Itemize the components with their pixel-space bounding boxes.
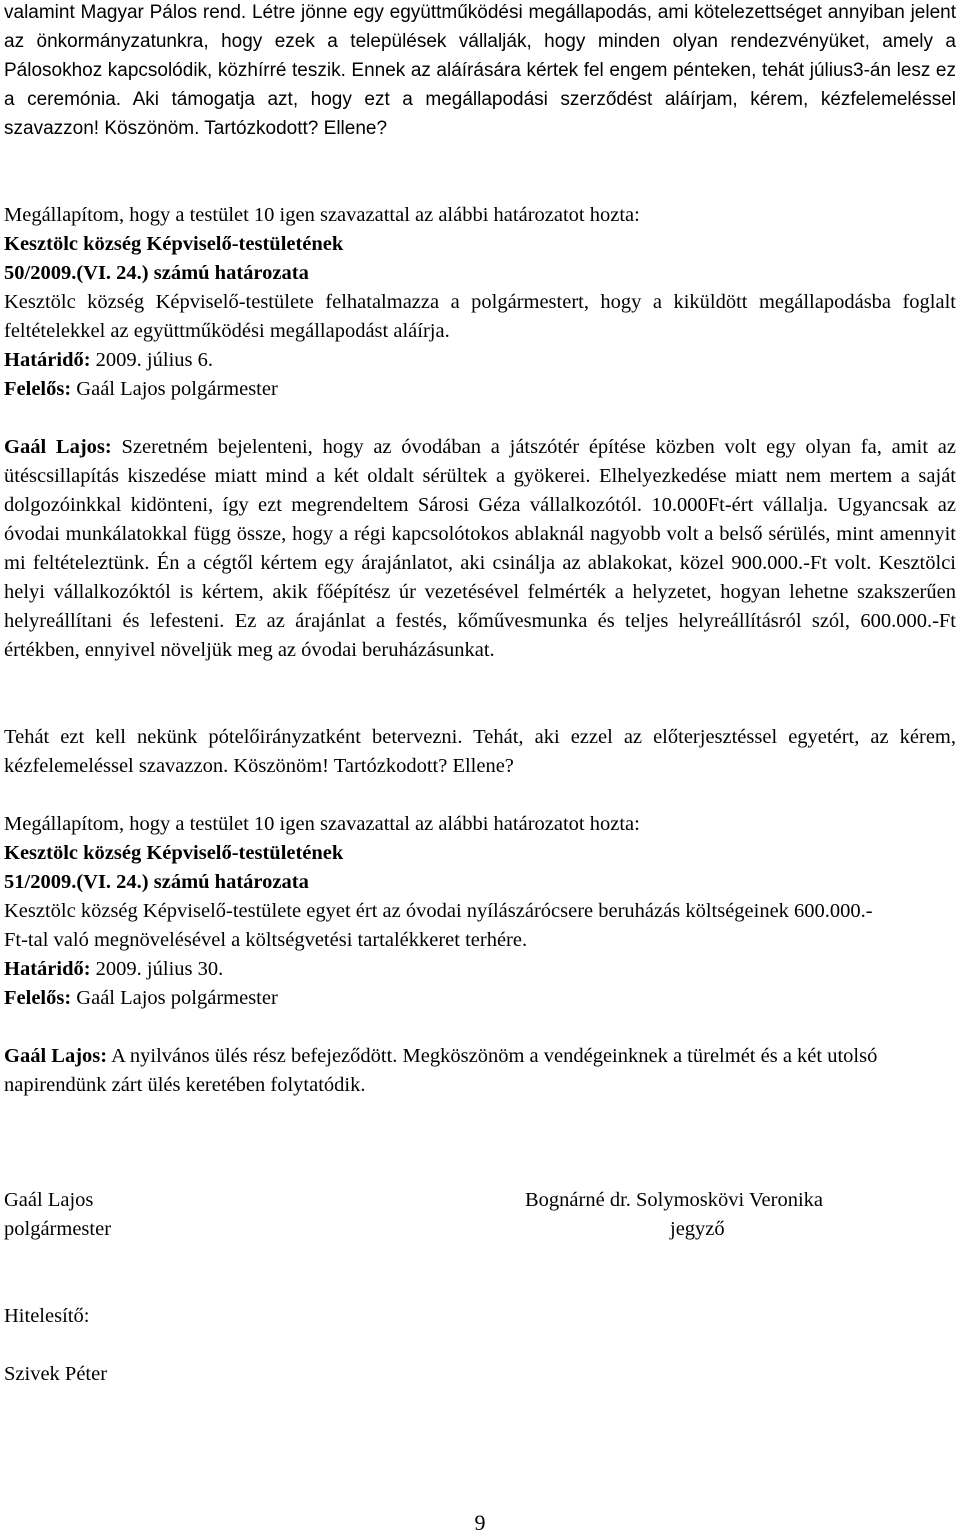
speaker-name: Gaál Lajos: [4, 1045, 108, 1067]
mayor-title: polgármester [4, 1218, 112, 1240]
resolution-50-responsible [4, 375, 956, 404]
responsible-label: Felelős: [4, 378, 72, 400]
notary-name: Bognárné dr. Solymoskövi Veronika [525, 1189, 823, 1211]
body-title: Kesztölc község Képviselő-testületének [4, 233, 344, 255]
paragraph-pálos-agreement [4, 0, 956, 143]
resolution-51-text: Kesztölc község Képviselő-testülete egyet ért az óvodai nyílászárócsere beruházás költségeinek 600.000.-Ft-tal való megnövelésével a költségvetési tartalékkeret terhére. [4, 900, 873, 951]
deadline-label: Határidő: [4, 958, 91, 980]
speech-text: Szeretném bejelenteni, hogy az óvodában a játszótér építése közben volt egy olyan fa, amit az ütéscsillapítás kiszedése miatt mind a két oldalt sérültek a gyökerei. Elhelyezkedése miatt nem mertem a saját dolgozóinkkal kidönteni, így ezt megrendeltem Sárosi Géza vállalkozótól. 10.000Ft-ért vállalja. Ugyancsak az óvodai munkálatokkal függ össze, hogy a régi kapcsolótokos ablaknál nagyobb volt a belső sérülés, mint amennyit mi feltételeztünk. Én a cégtől kértem egy árajánlatot, aki csinálja az ablakokat, közel 900.000.-Ft volt. Kesztölci helyi vállalkozóktól is kértem, akik főépítész úr vezetésével felmérték a helyzetet, hogyan lehetne szakszerűen helyreállítani és lefesteni. Ez az árajánlat a festés, kőművesmunka és teljes helyreállításról szól, 600.000.-Ft értékben, ennyivel növeljük meg az óvodai beruházásunkat. [4, 436, 956, 661]
speech-text: A nyilvános ülés rész befejeződött. Megköszönöm a vendégeinknek a türelmét és a két utolsó napirendünk zárt ülés keretében folytatódik. [4, 1045, 878, 1096]
certifier-label: Hitelesítő: [4, 1305, 90, 1327]
resolution-number: 50/2009.(VI. 24.) számú határozata [4, 262, 309, 284]
paragraph-start: valamint Magyar Pálos rend. [4, 2, 247, 23]
mayor-name: Gaál Lajos [4, 1189, 94, 1211]
responsible-value: Gaál Lajos polgármester [71, 378, 278, 400]
speech-closing [4, 1042, 934, 1100]
deadline-value: 2009. július 6. [90, 349, 213, 371]
resolution-number: 51/2009.(VI. 24.) számú határozata [4, 871, 309, 893]
speech-kindergarten-vote: Tehát ezt kell nekünk pótelőirányzatként betervezni. Tehát, aki ezzel az előterjesztéssel egyetért, az kérem, kézfelemeléssel szavazzon. Köszönöm! Tartózkodott? Ellene? [4, 726, 956, 777]
resolution-50-deadline [4, 346, 956, 375]
deadline-value: 2009. július 30. [90, 958, 224, 980]
resolution-50-body-title [4, 230, 956, 259]
body-title: Kesztölc község Képviselő-testületének [4, 842, 344, 864]
resolution-51-number [4, 868, 956, 897]
resolution-51-body-title [4, 839, 956, 868]
deadline-label: Határidő: [4, 349, 91, 371]
paragraph-rest: Létre jönne egy együttműködési megállapodás, ami kötelezettséget annyiban jelent az önkormányzatunkra, hogy ezek a települések vállalják, hogy minden olyan rendezvényüket, amely a Pálosokhoz kapcsolódik, közhírré teszik. Ennek az aláírására kértek fel engem pénteken, tehát július3-án lesz ez a ceremónia. Aki támogatja azt, hogy ezt a megállapodási szerződést aláírjam, kérem, kézfelemeléssel szavazzon! Köszönöm. Tartózkodott? Ellene? [4, 2, 957, 139]
responsible-label: Felelős: [4, 987, 72, 1009]
notary-title: jegyző [670, 1218, 725, 1240]
page-number: 9 [474, 1510, 486, 1535]
certifier-name: Szivek Péter [4, 1363, 108, 1385]
resolution-50-intro: Megállapítom, hogy a testület 10 igen szavazattal az alábbi határozatot hozta: [4, 204, 640, 226]
resolution-51-intro: Megállapítom, hogy a testület 10 igen szavazattal az alábbi határozatot hozta: [4, 813, 640, 835]
resolution-51-deadline [4, 955, 956, 984]
resolution-50-number [4, 259, 956, 288]
resolution-50-text: Kesztölc község Képviselő-testülete felhatalmazza a polgármestert, hogy a kiküldött megállapodásba foglalt feltételekkel az együttműködési megállapodást aláírja. [4, 291, 956, 342]
speaker-name: Gaál Lajos: [4, 436, 112, 458]
responsible-value: Gaál Lajos polgármester [71, 987, 278, 1009]
speech-kindergarten [4, 433, 956, 665]
resolution-51-responsible [4, 984, 956, 1013]
